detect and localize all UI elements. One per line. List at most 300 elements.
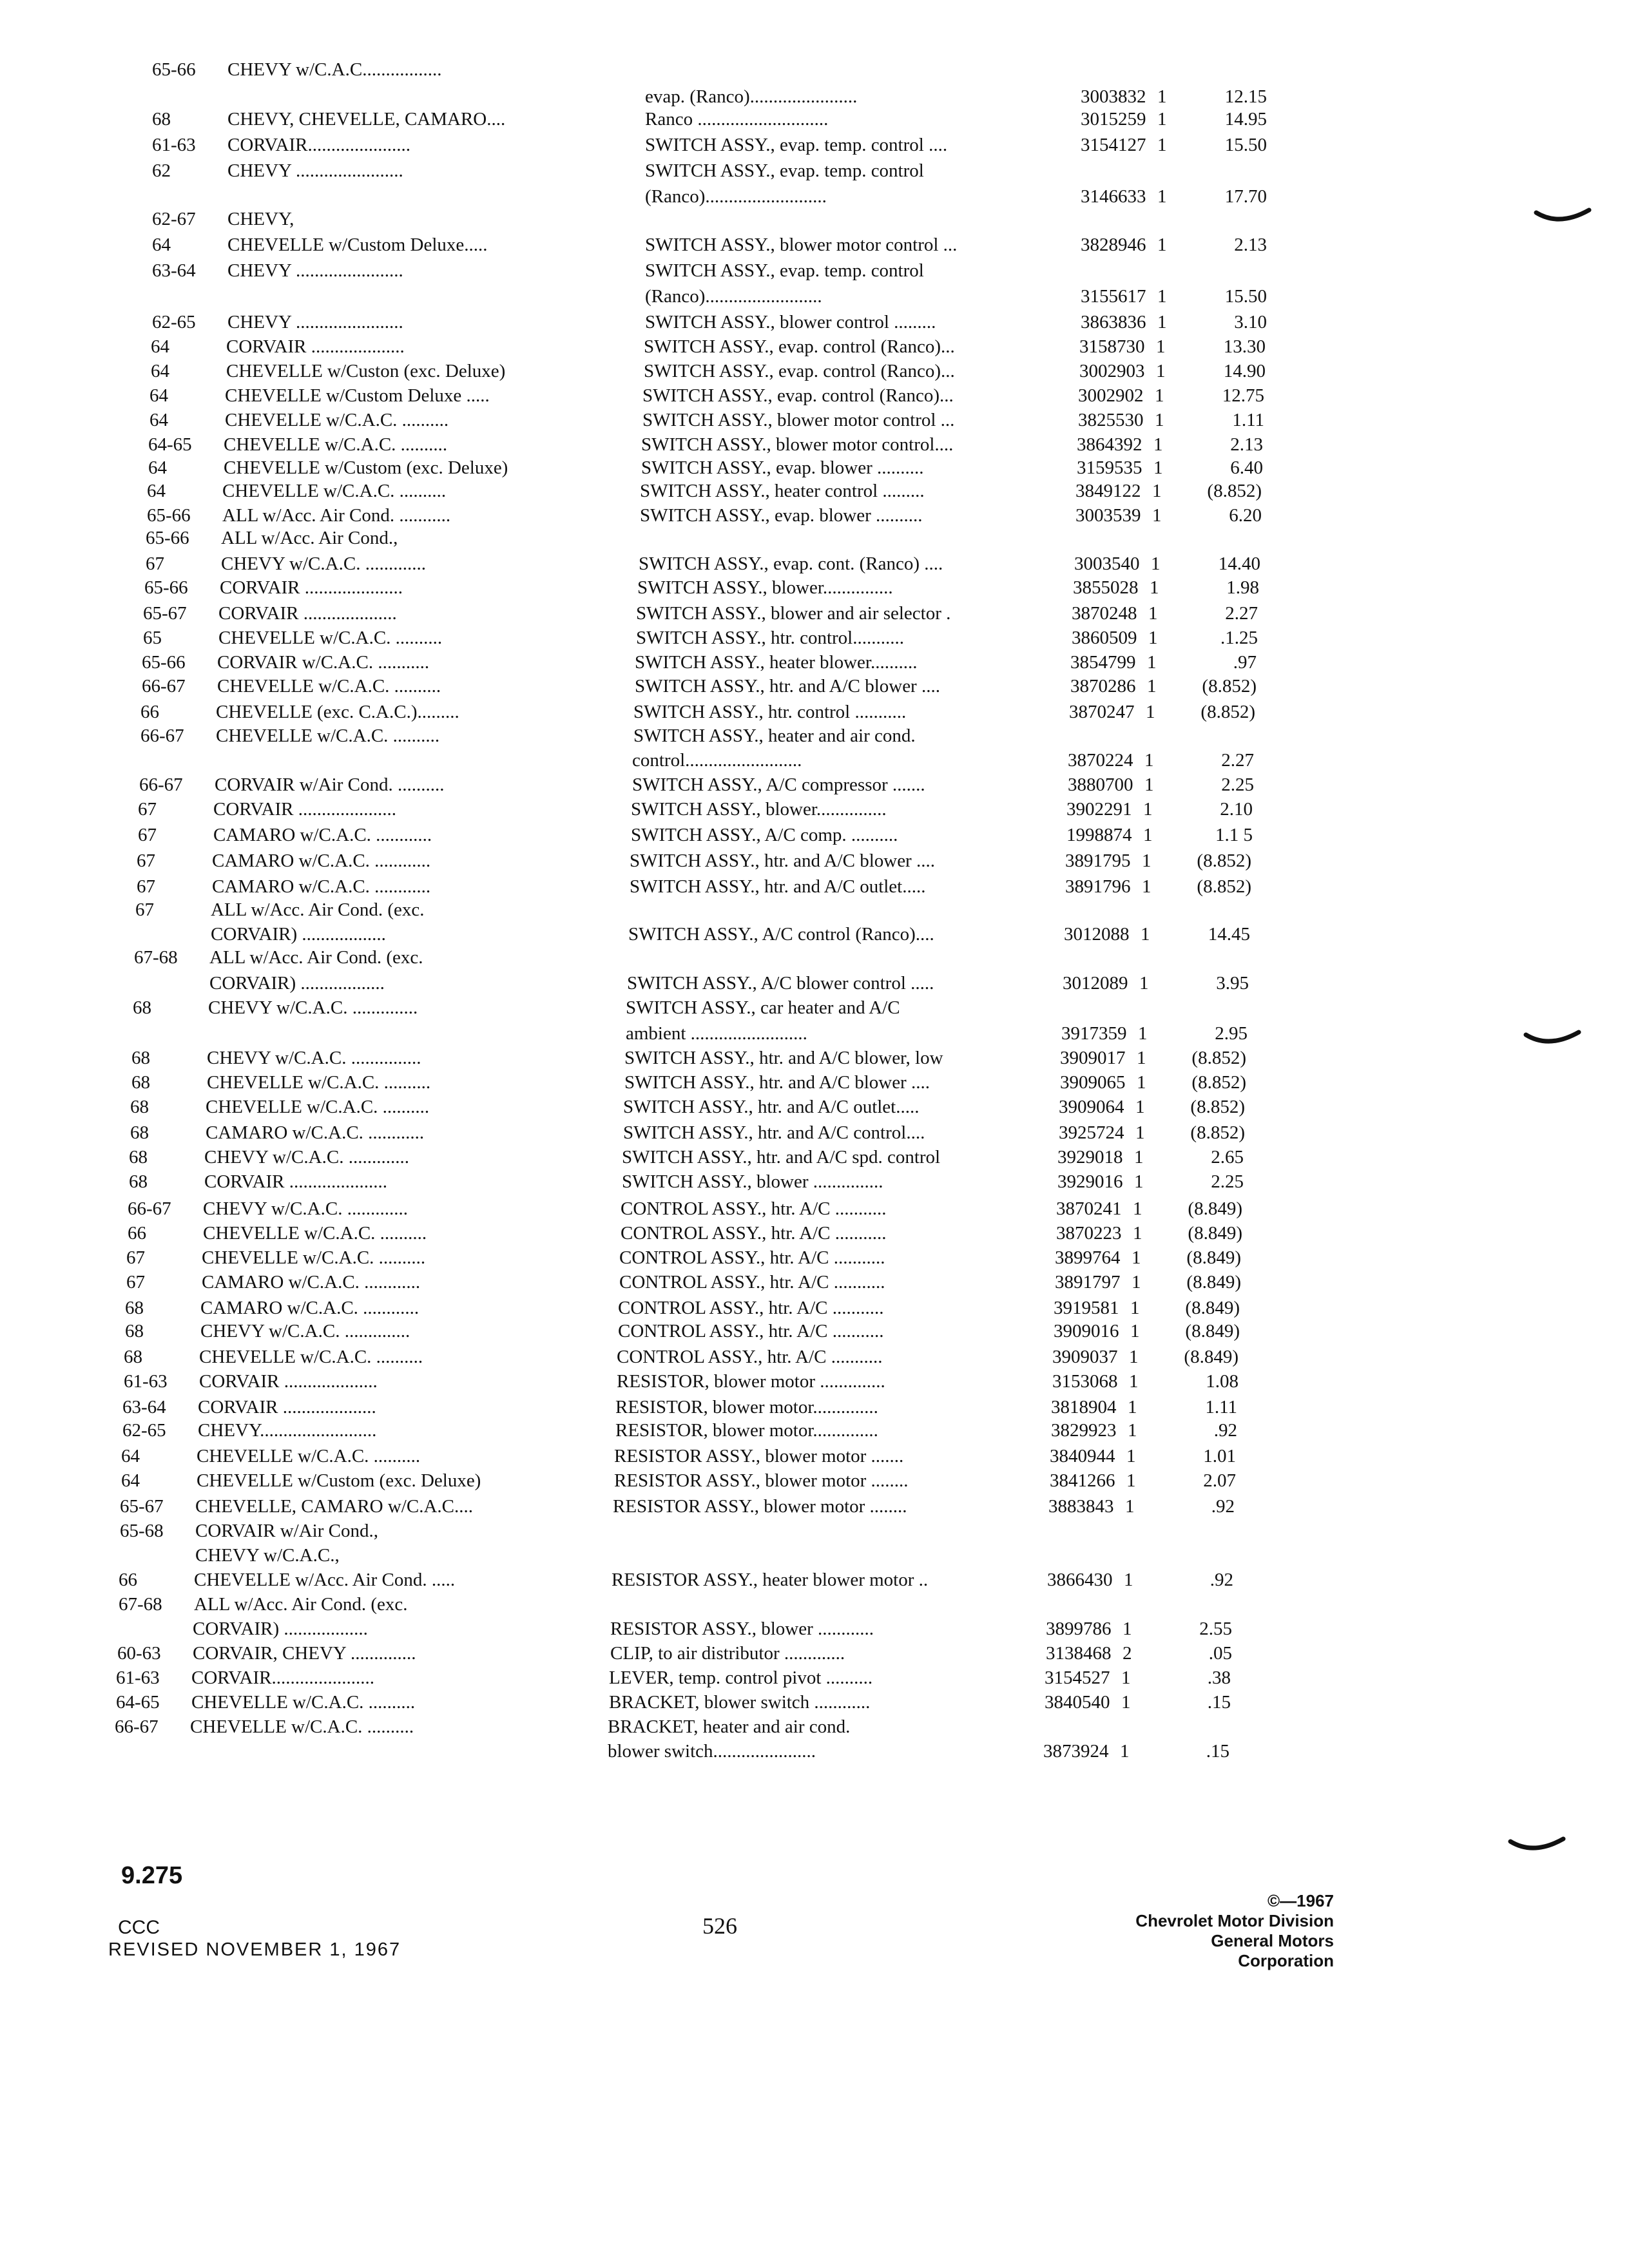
binder-hole-mark xyxy=(1534,207,1592,233)
years: 68 xyxy=(131,1072,150,1093)
part-number: 3829923 xyxy=(1051,1420,1117,1441)
quantity: 1 xyxy=(1121,1692,1131,1713)
model: CORVAIR) .................. xyxy=(193,1619,368,1639)
price: .15 xyxy=(1206,1741,1229,1762)
years: 66 xyxy=(140,702,159,722)
quantity: 1 xyxy=(1157,186,1167,207)
years: 68 xyxy=(125,1321,144,1341)
description: BRACKET, heater and air cond. xyxy=(608,1716,851,1737)
description: CONTROL ASSY., htr. A/C ........... xyxy=(618,1321,884,1341)
part-number: 3870223 xyxy=(1056,1223,1122,1244)
model: CHEVY ....................... xyxy=(227,160,403,181)
model: CHEVY w/C.A.C. ............... xyxy=(207,1048,421,1068)
years: 66-67 xyxy=(142,676,186,697)
years: 66-67 xyxy=(115,1716,159,1737)
model: CHEVY w/C.A.C., xyxy=(195,1545,340,1566)
model: ALL w/Acc. Air Cond. (exc. xyxy=(209,947,423,968)
description: CLIP, to air distributor ............. xyxy=(610,1643,845,1664)
model: CHEVELLE w/Custom Deluxe..... xyxy=(227,235,488,255)
quantity: 1 xyxy=(1134,1147,1144,1168)
description: SWITCH ASSY., A/C control (Ranco).... xyxy=(628,924,934,945)
price: (8.852) xyxy=(1200,702,1255,722)
years: 62-65 xyxy=(122,1420,166,1441)
model: CHEVELLE w/Acc. Air Cond. ..... xyxy=(194,1570,456,1590)
quantity: 1 xyxy=(1144,774,1154,795)
part-number: 3919581 xyxy=(1054,1298,1119,1318)
quantity: 1 xyxy=(1155,385,1164,406)
quantity: 1 xyxy=(1123,1619,1132,1639)
years: 67 xyxy=(138,825,157,845)
description: SWITCH ASSY., htr. control ........... xyxy=(633,702,907,722)
price: 6.40 xyxy=(1230,457,1263,478)
description: SWITCH ASSY., evap. control (Ranco)... xyxy=(642,385,954,406)
years: 66-67 xyxy=(128,1198,171,1219)
part-number: 3818904 xyxy=(1051,1397,1117,1418)
years: 64-65 xyxy=(116,1692,160,1713)
quantity: 1 xyxy=(1126,1470,1136,1491)
part-number: 3909065 xyxy=(1060,1072,1126,1093)
part-number: 3883843 xyxy=(1048,1496,1114,1517)
years: 64 xyxy=(149,385,168,406)
description: Ranco ............................ xyxy=(645,109,829,130)
years: 64 xyxy=(149,410,168,430)
quantity: 1 xyxy=(1128,1397,1137,1418)
quantity: 1 xyxy=(1152,481,1162,501)
years: 66 xyxy=(119,1570,137,1590)
quantity: 1 xyxy=(1155,410,1164,430)
quantity: 1 xyxy=(1157,135,1167,155)
binder-hole-mark xyxy=(1508,1836,1566,1862)
description: SWITCH ASSY., evap. blower .......... xyxy=(641,457,924,478)
part-number: 3917359 xyxy=(1061,1023,1127,1044)
quantity: 1 xyxy=(1142,850,1152,871)
years: 62-67 xyxy=(152,209,196,229)
part-number: 3880700 xyxy=(1068,774,1133,795)
price: 14.45 xyxy=(1208,924,1250,945)
part-number: 1998874 xyxy=(1066,825,1132,845)
quantity: 1 xyxy=(1137,1072,1146,1093)
description: SWITCH ASSY., evap. cont. (Ranco) .... xyxy=(639,553,943,574)
years: 66-67 xyxy=(139,774,183,795)
years: 66-67 xyxy=(140,726,184,746)
years: 66 xyxy=(128,1223,146,1244)
price: 1.08 xyxy=(1206,1371,1239,1392)
price: 2.95 xyxy=(1215,1023,1248,1044)
page-number: 526 xyxy=(702,1913,737,1939)
model: CHEVY ....................... xyxy=(227,260,403,281)
part-number: 3840944 xyxy=(1050,1446,1115,1466)
part-number: 3841266 xyxy=(1050,1470,1115,1491)
part-number: 3909016 xyxy=(1054,1321,1119,1341)
price: .1.25 xyxy=(1220,628,1258,648)
price: (8.852) xyxy=(1202,676,1257,697)
model: CHEVY w/C.A.C. ............. xyxy=(203,1198,408,1219)
model: CHEVELLE w/C.A.C. .......... xyxy=(190,1716,414,1737)
part-number: 3138468 xyxy=(1046,1643,1112,1664)
quantity: 1 xyxy=(1142,876,1152,897)
description: RESISTOR, blower motor.............. xyxy=(615,1397,878,1418)
description: SWITCH ASSY., evap. blower .......... xyxy=(640,505,923,526)
description: SWITCH ASSY., evap. control (Ranco)... xyxy=(644,361,955,381)
model: CAMARO w/C.A.C. ............ xyxy=(202,1272,421,1293)
model: CHEVELLE w/C.A.C. .......... xyxy=(206,1097,430,1117)
years: 67 xyxy=(146,553,164,574)
description: SWITCH ASSY., evap. temp. control .... xyxy=(645,135,948,155)
part-number: 3891796 xyxy=(1065,876,1131,897)
price: 6.20 xyxy=(1229,505,1262,526)
model: CORVAIR .................... xyxy=(218,603,397,624)
quantity: 1 xyxy=(1152,505,1162,526)
description: CONTROL ASSY., htr. A/C ........... xyxy=(618,1298,884,1318)
quantity: 1 xyxy=(1121,1667,1131,1688)
model: CORVAIR, CHEVY .............. xyxy=(193,1643,416,1664)
part-number: 3863836 xyxy=(1081,312,1146,332)
years: 65-68 xyxy=(120,1521,164,1541)
part-number: 3154127 xyxy=(1081,135,1146,155)
description: SWITCH ASSY., htr. and A/C outlet..... xyxy=(623,1097,920,1117)
part-number: 3891795 xyxy=(1065,850,1131,871)
years: 64 xyxy=(152,235,171,255)
price: 2.07 xyxy=(1203,1470,1236,1491)
quantity: 1 xyxy=(1157,86,1167,107)
model: CHEVY w/C.A.C................. xyxy=(227,59,442,80)
years: 68 xyxy=(129,1171,148,1192)
description: SWITCH ASSY., htr. and A/C blower .... xyxy=(624,1072,930,1093)
model: CAMARO w/C.A.C. ............ xyxy=(212,876,431,897)
description: CONTROL ASSY., htr. A/C ........... xyxy=(621,1223,887,1244)
price: 1.11 xyxy=(1232,410,1264,430)
description: SWITCH ASSY., heater control ......... xyxy=(640,481,925,501)
model: CAMARO w/C.A.C. ............ xyxy=(206,1122,425,1143)
description: (Ranco).......................... xyxy=(645,186,827,207)
price: 1.98 xyxy=(1226,577,1259,598)
price: 13.30 xyxy=(1223,336,1266,357)
description: RESISTOR ASSY., heater blower motor .. xyxy=(612,1570,929,1590)
price: (8.852) xyxy=(1197,850,1251,871)
price: (8.852) xyxy=(1190,1097,1245,1117)
page-id: 9.275 xyxy=(121,1862,183,1889)
description: SWITCH ASSY., blower motor control.... xyxy=(641,434,954,455)
model: CHEVELLE w/C.A.C. .......... xyxy=(197,1446,421,1466)
price: 2.25 xyxy=(1221,774,1254,795)
years: 65 xyxy=(143,628,162,648)
model: ALL w/Acc. Air Cond. (exc. xyxy=(194,1594,408,1615)
description: (Ranco)......................... xyxy=(645,286,822,307)
description: LEVER, temp. control pivot .......... xyxy=(609,1667,873,1688)
part-number: 3155617 xyxy=(1081,286,1146,307)
catalog-code: CCC xyxy=(118,1917,160,1938)
price: .92 xyxy=(1210,1570,1233,1590)
part-number: 3153068 xyxy=(1052,1371,1118,1392)
model: CAMARO w/C.A.C. ............ xyxy=(200,1298,419,1318)
quantity: 1 xyxy=(1132,1272,1141,1293)
part-number: 3840540 xyxy=(1045,1692,1110,1713)
price: (8.849) xyxy=(1186,1247,1241,1268)
description: blower switch...................... xyxy=(608,1741,816,1762)
model: CHEVELLE w/C.A.C. .......... xyxy=(203,1223,427,1244)
division-name: Chevrolet Motor Division xyxy=(1135,1911,1334,1930)
years: 68 xyxy=(130,1122,149,1143)
years: 62 xyxy=(152,160,171,181)
price: 15.50 xyxy=(1224,286,1267,307)
part-number: 3891797 xyxy=(1055,1272,1121,1293)
quantity: 1 xyxy=(1130,1321,1140,1341)
quantity: 1 xyxy=(1120,1741,1130,1762)
price: (8.849) xyxy=(1186,1272,1241,1293)
model: CHEVELLE w/Custon (exc. Deluxe) xyxy=(226,361,506,381)
description: RESISTOR ASSY., blower motor ........ xyxy=(614,1470,909,1491)
model: CORVAIR .................... xyxy=(199,1371,378,1392)
model: CHEVY......................... xyxy=(198,1420,377,1441)
years: 61-63 xyxy=(152,135,196,155)
years: 65-66 xyxy=(142,652,186,673)
description: SWITCH ASSY., htr. and A/C control.... xyxy=(623,1122,925,1143)
model: CHEVY ....................... xyxy=(227,312,403,332)
quantity: 1 xyxy=(1128,1420,1137,1441)
part-number: 3870241 xyxy=(1056,1198,1122,1219)
years: 68 xyxy=(129,1147,148,1168)
model: CHEVY w/C.A.C. ............. xyxy=(221,553,426,574)
years: 61-63 xyxy=(116,1667,160,1688)
description: RESISTOR ASSY., blower motor ........ xyxy=(613,1496,907,1517)
model: CHEVY, xyxy=(227,209,294,229)
price: 17.70 xyxy=(1224,186,1267,207)
years: 64 xyxy=(148,457,167,478)
model: CHEVY w/C.A.C. .............. xyxy=(200,1321,410,1341)
years: 68 xyxy=(125,1298,144,1318)
model: CHEVELLE w/C.A.C. .......... xyxy=(222,481,447,501)
model: CHEVELLE (exc. C.A.C.)......... xyxy=(216,702,459,722)
years: 67 xyxy=(138,799,157,820)
years: 64 xyxy=(147,481,166,501)
model: CORVAIR) .................. xyxy=(209,973,385,994)
description: RESISTOR ASSY., blower ............ xyxy=(610,1619,874,1639)
part-number: 3825530 xyxy=(1078,410,1144,430)
quantity: 1 xyxy=(1146,702,1155,722)
copyright: ©—1967 xyxy=(1268,1891,1334,1910)
part-number: 3873924 xyxy=(1043,1741,1109,1762)
years: 64 xyxy=(121,1446,140,1466)
quantity: 1 xyxy=(1132,1247,1141,1268)
model: CHEVELLE w/C.A.C. .......... xyxy=(225,410,449,430)
years: 67 xyxy=(137,876,155,897)
price: (8.849) xyxy=(1184,1347,1239,1367)
model: CHEVELLE, CAMARO w/C.A.C.... xyxy=(195,1496,473,1517)
description: SWITCH ASSY., blower............... xyxy=(637,577,893,598)
model: CORVAIR ..................... xyxy=(204,1171,387,1192)
price: .97 xyxy=(1233,652,1257,673)
quantity: 1 xyxy=(1157,312,1167,332)
price: 14.40 xyxy=(1218,553,1260,574)
quantity: 1 xyxy=(1133,1223,1142,1244)
quantity: 1 xyxy=(1135,1122,1145,1143)
years: 67-68 xyxy=(134,947,178,968)
description: CONTROL ASSY., htr. A/C ........... xyxy=(619,1247,885,1268)
part-number: 3854799 xyxy=(1070,652,1136,673)
part-number: 3899764 xyxy=(1055,1247,1121,1268)
price: .05 xyxy=(1208,1643,1232,1664)
description: SWITCH ASSY., heater blower.......... xyxy=(635,652,918,673)
part-number: 3864392 xyxy=(1077,434,1142,455)
quantity: 1 xyxy=(1143,825,1153,845)
model: CORVAIR) .................. xyxy=(211,924,386,945)
years: 67 xyxy=(126,1272,145,1293)
quantity: 1 xyxy=(1130,1298,1140,1318)
model: CHEVELLE w/C.A.C. .......... xyxy=(217,676,441,697)
years: 67 xyxy=(135,899,154,920)
quantity: 1 xyxy=(1148,603,1158,624)
part-number: 3855028 xyxy=(1073,577,1139,598)
part-number: 3870247 xyxy=(1069,702,1135,722)
description: SWITCH ASSY., A/C blower control ..... xyxy=(627,973,934,994)
part-number: 3002903 xyxy=(1079,361,1145,381)
description: CONTROL ASSY., htr. A/C ........... xyxy=(619,1272,885,1293)
model: CHEVY, CHEVELLE, CAMARO.... xyxy=(227,109,506,130)
quantity: 1 xyxy=(1147,676,1157,697)
price: 1.01 xyxy=(1203,1446,1236,1466)
description: BRACKET, blower switch ............ xyxy=(609,1692,871,1713)
model: CHEVELLE w/C.A.C. .......... xyxy=(207,1072,431,1093)
part-number: 3909064 xyxy=(1059,1097,1124,1117)
description: SWITCH ASSY., blower motor control ... xyxy=(645,235,958,255)
years: 60-63 xyxy=(117,1643,161,1664)
model: CORVAIR .................... xyxy=(198,1397,376,1418)
price: 1.1 5 xyxy=(1215,825,1253,845)
model: CHEVELLE w/Custom Deluxe ..... xyxy=(225,385,490,406)
quantity: 1 xyxy=(1129,1347,1139,1367)
price: .92 xyxy=(1213,1420,1237,1441)
quantity: 1 xyxy=(1124,1570,1133,1590)
model: CORVAIR ..................... xyxy=(220,577,403,598)
part-number: 3870224 xyxy=(1068,750,1133,771)
description: ambient ......................... xyxy=(626,1023,807,1044)
description: SWITCH ASSY., heater and air cond. xyxy=(633,726,916,746)
part-number: 3866430 xyxy=(1047,1570,1113,1590)
part-number: 3828946 xyxy=(1081,235,1146,255)
description: RESISTOR, blower motor.............. xyxy=(615,1420,878,1441)
part-number: 3899786 xyxy=(1046,1619,1112,1639)
description: SWITCH ASSY., htr. and A/C outlet..... xyxy=(630,876,926,897)
model: CAMARO w/C.A.C. ............ xyxy=(212,850,431,871)
part-number: 3003832 xyxy=(1081,86,1146,107)
price: 3.95 xyxy=(1216,973,1249,994)
model: CORVAIR...................... xyxy=(191,1667,374,1688)
years: 65-66 xyxy=(152,59,196,80)
price: (8.852) xyxy=(1191,1072,1246,1093)
part-number: 3012088 xyxy=(1064,924,1130,945)
years: 68 xyxy=(130,1097,149,1117)
quantity: 1 xyxy=(1151,553,1161,574)
description: SWITCH ASSY., htr. control........... xyxy=(636,628,904,648)
price: (8.849) xyxy=(1185,1321,1240,1341)
description: SWITCH ASSY., blower motor control ... xyxy=(642,410,955,430)
part-number: 3929018 xyxy=(1057,1147,1123,1168)
price: .38 xyxy=(1207,1667,1231,1688)
part-number: 3159535 xyxy=(1077,457,1142,478)
model: CHEVELLE w/C.A.C. .......... xyxy=(199,1347,423,1367)
model: CHEVELLE w/C.A.C. .......... xyxy=(191,1692,416,1713)
description: SWITCH ASSY., evap. control (Ranco)... xyxy=(644,336,955,357)
quantity: 1 xyxy=(1157,109,1167,130)
description: SWITCH ASSY., htr. and A/C blower, low xyxy=(624,1048,943,1068)
price: 3.10 xyxy=(1234,312,1267,332)
part-number: 3012089 xyxy=(1063,973,1128,994)
description: SWITCH ASSY., blower control ......... xyxy=(645,312,936,332)
years: 65-66 xyxy=(146,528,189,548)
price: 2.55 xyxy=(1199,1619,1232,1639)
part-number: 3154527 xyxy=(1045,1667,1110,1688)
part-number: 3002902 xyxy=(1078,385,1144,406)
model: CHEVELLE w/C.A.C. .......... xyxy=(202,1247,426,1268)
years: 65-67 xyxy=(120,1496,164,1517)
quantity: 1 xyxy=(1153,457,1163,478)
part-number: 3870286 xyxy=(1070,676,1136,697)
part-number: 3003540 xyxy=(1074,553,1140,574)
years: 65-66 xyxy=(147,505,191,526)
years: 64 xyxy=(151,361,169,381)
quantity: 1 xyxy=(1139,973,1149,994)
model: CHEVELLE w/Custom (exc. Deluxe) xyxy=(197,1470,481,1491)
description: SWITCH ASSY., blower............... xyxy=(631,799,887,820)
years: 63-64 xyxy=(122,1397,166,1418)
model: CHEVELLE w/C.A.C. .......... xyxy=(224,434,448,455)
quantity: 1 xyxy=(1153,434,1163,455)
description: SWITCH ASSY., car heater and A/C xyxy=(626,997,900,1018)
part-number: 3929016 xyxy=(1057,1171,1123,1192)
quantity: 1 xyxy=(1129,1371,1139,1392)
description: SWITCH ASSY., evap. temp. control xyxy=(645,260,924,281)
part-number: 3902291 xyxy=(1066,799,1132,820)
model: CORVAIR w/C.A.C. ........... xyxy=(217,652,430,673)
quantity: 1 xyxy=(1143,799,1153,820)
description: control......................... xyxy=(632,750,802,771)
price: 2.10 xyxy=(1220,799,1253,820)
model: ALL w/Acc. Air Cond. (exc. xyxy=(211,899,425,920)
quantity: 1 xyxy=(1135,1097,1145,1117)
price: 2.65 xyxy=(1211,1147,1244,1168)
years: 67 xyxy=(137,850,155,871)
quantity: 2 xyxy=(1123,1643,1132,1664)
model: CORVAIR .................... xyxy=(226,336,405,357)
model: ALL w/Acc. Air Cond. ........... xyxy=(222,505,451,526)
description: SWITCH ASSY., evap. temp. control xyxy=(645,160,924,181)
price: 2.13 xyxy=(1230,434,1263,455)
quantity: 1 xyxy=(1144,750,1154,771)
model: CHEVELLE w/C.A.C. .......... xyxy=(216,726,440,746)
description: RESISTOR, blower motor .............. xyxy=(617,1371,885,1392)
price: 14.95 xyxy=(1224,109,1267,130)
years: 63-64 xyxy=(152,260,196,281)
description: SWITCH ASSY., A/C compressor ....... xyxy=(632,774,925,795)
years: 67-68 xyxy=(119,1594,162,1615)
model: CAMARO w/C.A.C. ............ xyxy=(213,825,432,845)
model: CHEVELLE w/C.A.C. .......... xyxy=(218,628,443,648)
description: evap. (Ranco)....................... xyxy=(645,86,858,107)
part-number: 3909037 xyxy=(1052,1347,1118,1367)
price: (8.849) xyxy=(1188,1198,1242,1219)
model: ALL w/Acc. Air Cond., xyxy=(221,528,398,548)
part-number: 3909017 xyxy=(1060,1048,1126,1068)
part-number: 3870248 xyxy=(1072,603,1137,624)
price: (8.852) xyxy=(1207,481,1262,501)
price: 12.15 xyxy=(1224,86,1267,107)
description: SWITCH ASSY., htr. and A/C blower .... xyxy=(630,850,935,871)
price: (8.852) xyxy=(1190,1122,1245,1143)
quantity: 1 xyxy=(1125,1496,1135,1517)
part-number: 3015259 xyxy=(1081,109,1146,130)
model: CHEVY w/C.A.C. ............. xyxy=(204,1147,409,1168)
quantity: 1 xyxy=(1141,924,1150,945)
